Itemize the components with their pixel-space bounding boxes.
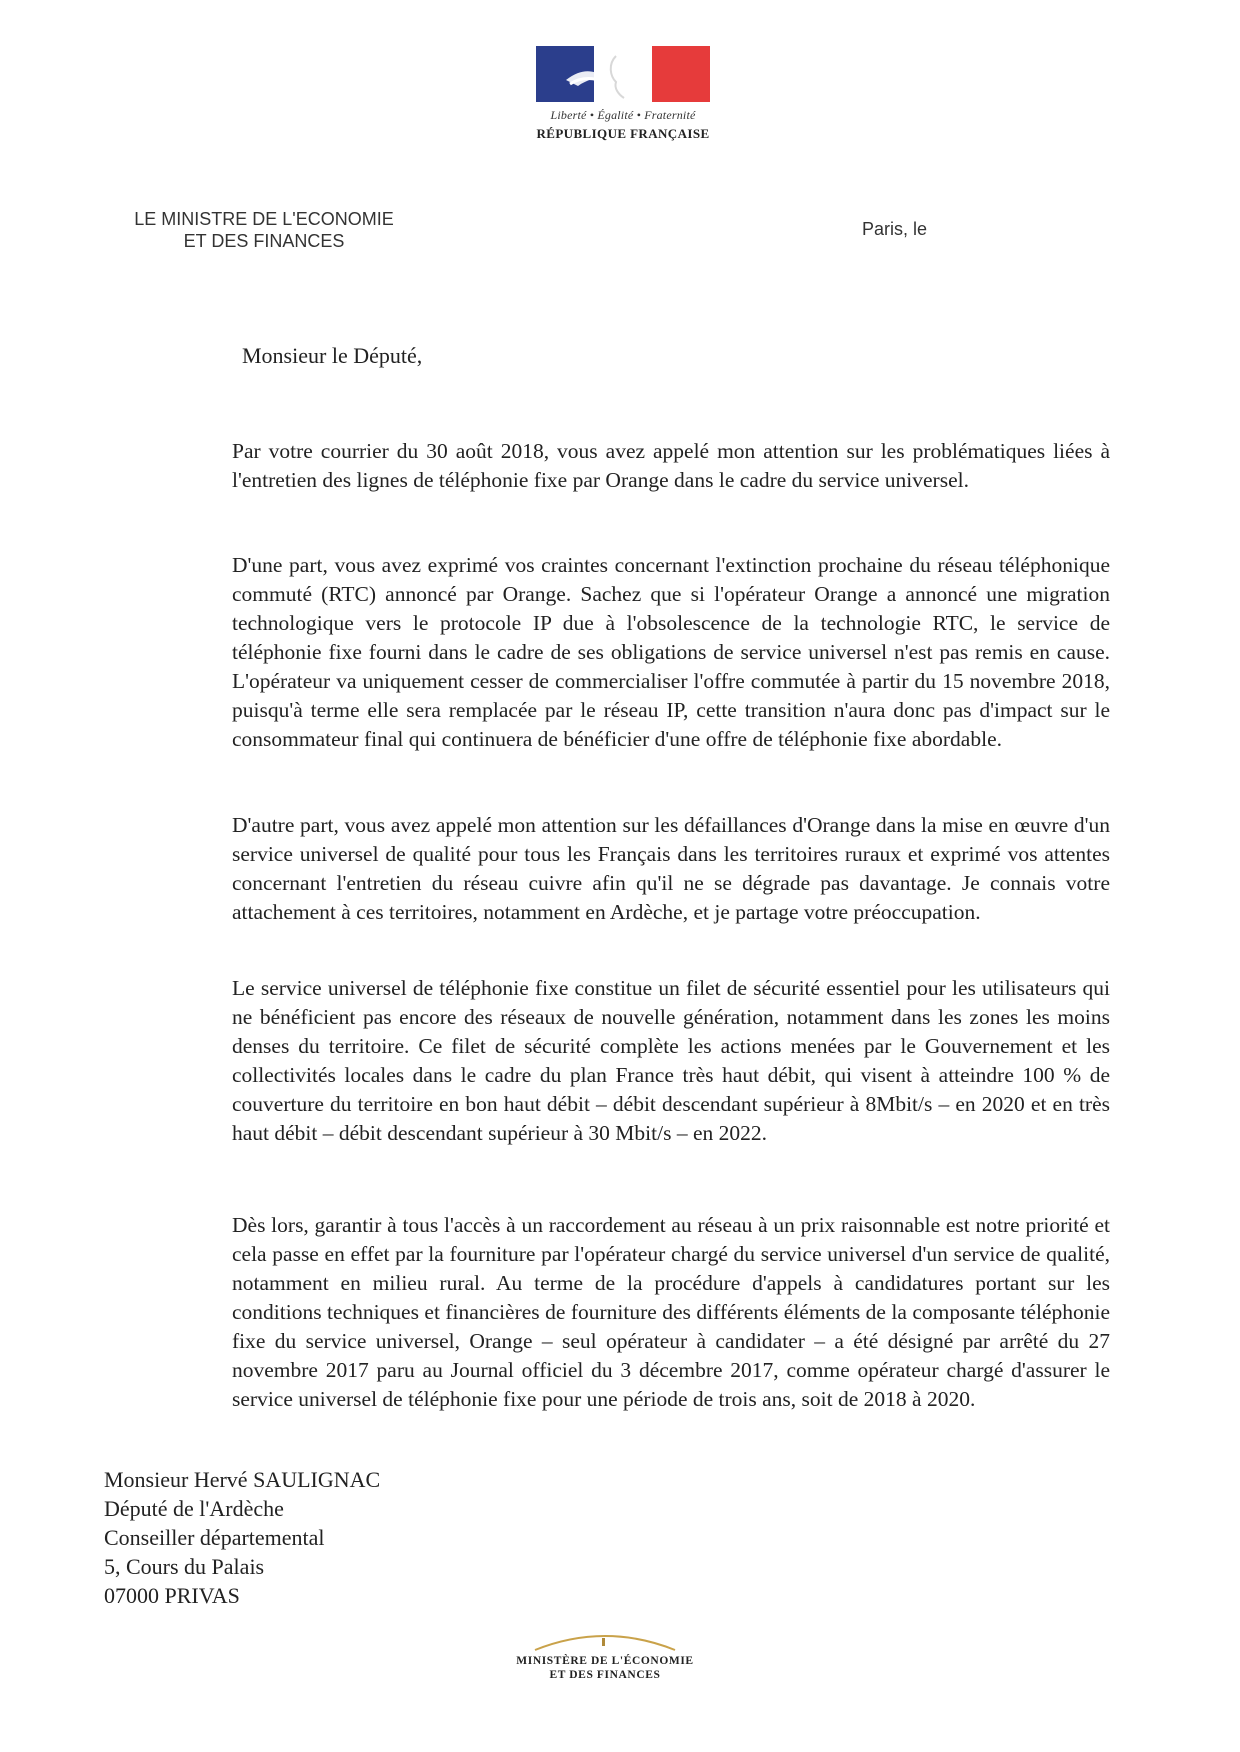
- paragraph-1: Par votre courrier du 30 août 2018, vous avez appelé mon attention sur les problématiques liées à l'entretien des lignes de téléphonie fixe par Orange dans le cadre du service universel.: [232, 439, 1110, 492]
- address-line: Monsieur Hervé SAULIGNAC: [104, 1467, 381, 1492]
- address-line: Conseiller départemental: [104, 1525, 325, 1550]
- republique-francaise-logo: [533, 46, 713, 142]
- ministry-arc-logo-icon: [530, 1628, 680, 1654]
- footer-line-2: ET DES FINANCES: [549, 1669, 661, 1681]
- republique-francaise-label: RÉPUBLIQUE FRANÇAISE: [536, 126, 710, 141]
- tricolor-flag: [536, 46, 710, 102]
- sender-line-2: ET DES FINANCES: [183, 231, 345, 251]
- ministry-footer: [490, 1628, 720, 1682]
- marianne-icon: [556, 50, 660, 100]
- paragraph-4: Le service universel de téléphonie fixe constitue un filet de sécurité essentiel pour les utilisateurs qui ne bénéficient pas encore des réseaux de nouvelle génération, notamment dans les zones les moins denses du territoire. Ce filet de sécurité complète les actions menées par le Gouvernement et les collectivités locales dans le cadre du plan France très haut débit, qui visent à atteindre 100 % de couverture du territoire en bon haut débit – débit descendant supérieur à 8Mbit/s – en 2020 et en très haut débit – débit descendant supérieur à 30 Mbit/s – en 2022.: [232, 976, 1110, 1145]
- salutation: Monsieur le Député,: [242, 343, 423, 368]
- place-date: Paris, le: [862, 219, 928, 239]
- recipient-address: [104, 1465, 380, 1610]
- sender-line-1: LE MINISTRE DE L'ECONOMIE: [134, 209, 394, 229]
- address-line: 07000 PRIVAS: [104, 1583, 240, 1608]
- paragraph-3: D'autre part, vous avez appelé mon attention sur les défaillances d'Orange dans la mise en œuvre d'un service universel de qualité pour tous les Français dans les territoires ruraux et exprimé vos attentes concernant l'entretien du réseau cuivre afin qu'il ne se dégrade pas davantage. Je connais votre attachement à ces territoires, notamment en Ardèche, et je partage votre préoccupation.: [232, 813, 1110, 924]
- sender-block: [124, 208, 404, 252]
- paragraph-5: Dès lors, garantir à tous l'accès à un raccordement au réseau à un prix raisonnable est notre priorité et cela passe en effet par la fourniture par l'opérateur chargé du service universel d'un service de qualité, notamment en milieu rural. Au terme de la procédure d'appels à candidatures portant sur les conditions techniques et financières de fourniture des différents éléments de la composante téléphonie fixe du service universel, Orange – seul opérateur à candidater – a été désigné par arrêté du 27 novembre 2017 paru au Journal officiel du 3 décembre 2017, comme opérateur chargé d'assurer le service universel de téléphonie fixe pour une période de trois ans, soit de 2018 à 2020.: [232, 1213, 1110, 1411]
- motto: Liberté • Égalité • Fraternité: [550, 108, 696, 122]
- address-line: Député de l'Ardèche: [104, 1496, 284, 1521]
- paragraph-2: D'une part, vous avez exprimé vos craintes concernant l'extinction prochaine du réseau téléphonique commuté (RTC) annoncé par Orange. Sachez que si l'opérateur Orange a annoncé une migration technologique vers le protocole IP due à l'obsolescence de la technologie RTC, le service de téléphonie fixe fourni dans le cadre de ses obligations de service universel n'est pas remis en cause. L'opérateur va uniquement cesser de commercialiser l'offre commutée à partir du 15 novembre 2018, puisqu'à terme elle sera remplacée par le réseau IP, cette transition n'aura donc pas d'impact sur le consommateur final qui continuera de bénéficier d'une offre de téléphonie fixe abordable.: [232, 553, 1110, 751]
- address-line: 5, Cours du Palais: [104, 1554, 265, 1579]
- footer-line-1: MINISTÈRE DE L'ÉCONOMIE: [516, 1655, 694, 1667]
